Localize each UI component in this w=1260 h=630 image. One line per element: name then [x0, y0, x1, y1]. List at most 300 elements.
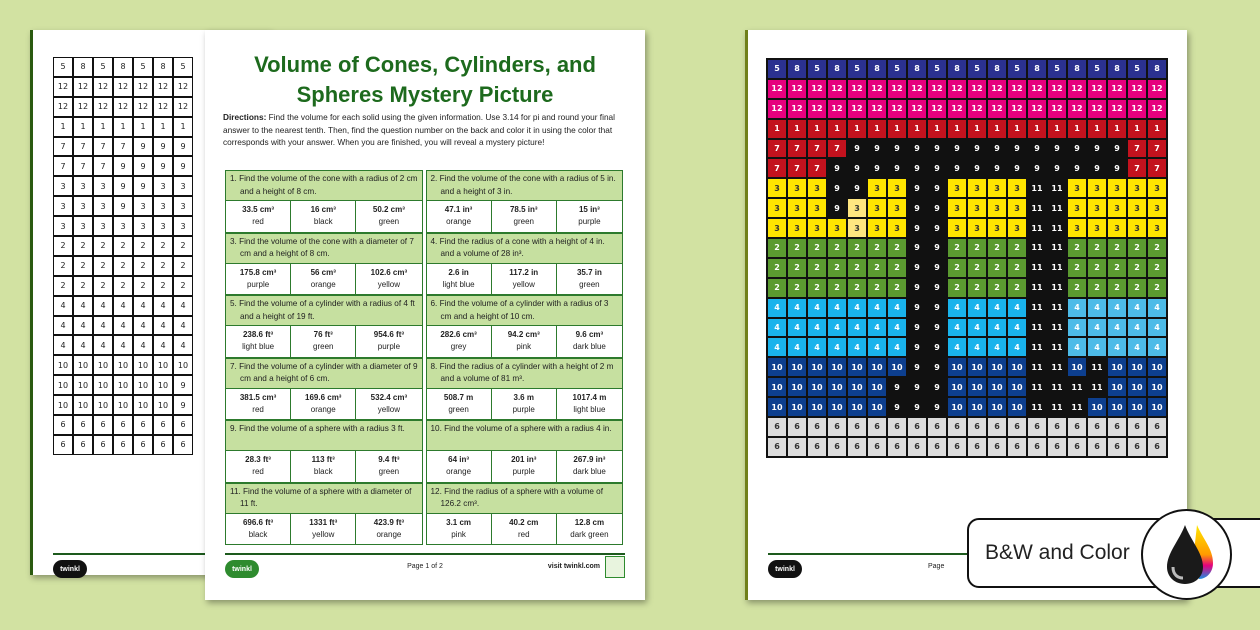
grid-cell: 9 [887, 139, 907, 159]
grid-cell: 9 [907, 318, 927, 338]
grid-cell: 10 [827, 357, 847, 377]
grid-cell: 3 [847, 218, 867, 238]
answer-color: dark blue [572, 467, 606, 476]
grid-cell: 6 [987, 437, 1007, 457]
answer-value: 954.6 ft³ [373, 330, 405, 339]
grid-cell: 6 [887, 437, 907, 457]
grid-cell: 3 [807, 198, 827, 218]
grid-cell: 3 [93, 196, 113, 216]
grid-cell: 9 [927, 158, 947, 178]
grid-cell: 9 [907, 377, 927, 397]
grid-cell: 10 [1007, 377, 1027, 397]
grid-cell: 4 [173, 335, 193, 355]
grid-cell: 3 [93, 216, 113, 236]
grid-cell: 1 [767, 119, 787, 139]
grid-cell: 4 [787, 318, 807, 338]
grid-cell: 10 [73, 395, 93, 415]
badge-label: B&W and Color [985, 541, 1130, 564]
grid-cell: 9 [927, 337, 947, 357]
grid-cell: 3 [133, 216, 153, 236]
answer-color: green [513, 217, 534, 226]
question-text: 11. Find the volume of a sphere with a diameter of 11 ft. [226, 484, 422, 514]
grid-cell: 9 [133, 137, 153, 157]
answer-choices [427, 264, 623, 295]
grid-cell: 6 [807, 437, 827, 457]
answer-choice [226, 389, 291, 420]
grid-cell: 4 [887, 337, 907, 357]
grid-cell: 4 [93, 316, 113, 336]
answer-choice [557, 514, 622, 545]
grid-cell: 2 [1127, 278, 1147, 298]
grid-cell: 3 [1147, 198, 1167, 218]
grid-cell: 2 [1147, 258, 1167, 278]
answer-choices [427, 201, 623, 232]
answer-color: black [313, 467, 333, 476]
grid-cell: 9 [847, 158, 867, 178]
grid-cell: 9 [927, 397, 947, 417]
grid-cell: 9 [947, 139, 967, 159]
answer-value: 238.6 ft³ [242, 330, 274, 339]
grid-cell: 3 [1067, 198, 1087, 218]
grid-cell: 10 [1107, 377, 1127, 397]
grid-cell: 6 [847, 437, 867, 457]
grid-cell: 7 [1127, 139, 1147, 159]
grid-cell: 3 [53, 196, 73, 216]
grid-cell: 3 [1127, 198, 1147, 218]
grid-cell: 9 [947, 158, 967, 178]
answer-value: 267.9 in³ [573, 455, 606, 464]
grid-cell: 4 [93, 335, 113, 355]
grid-cell: 8 [987, 59, 1007, 79]
grid-cell: 3 [867, 198, 887, 218]
grid-cell: 1 [1127, 119, 1147, 139]
grid-cell: 2 [947, 238, 967, 258]
answer-choices [427, 389, 623, 420]
grid-cell: 3 [1007, 198, 1027, 218]
grid-cell: 4 [827, 337, 847, 357]
grid-cell: 3 [767, 218, 787, 238]
grid-cell: 2 [1107, 278, 1127, 298]
grid-cell: 12 [1147, 79, 1167, 99]
grid-cell: 3 [153, 196, 173, 216]
grid-cell: 9 [907, 218, 927, 238]
grid-cell: 9 [133, 176, 153, 196]
grid-cell: 4 [827, 298, 847, 318]
grid-cell: 12 [787, 99, 807, 119]
grid-cell: 9 [967, 158, 987, 178]
answer-value: 94.2 cm³ [507, 330, 540, 339]
grid-cell: 9 [927, 198, 947, 218]
grid-cell: 10 [967, 377, 987, 397]
grid-cell: 12 [887, 99, 907, 119]
answer-choice [291, 264, 356, 295]
grid-cell: 2 [787, 238, 807, 258]
grid-cell: 7 [787, 139, 807, 159]
grid-cell: 11 [1027, 258, 1047, 278]
grid-cell: 10 [847, 357, 867, 377]
grid-cell: 4 [1067, 318, 1087, 338]
grid-cell: 3 [1107, 198, 1127, 218]
grid-cell: 7 [73, 137, 93, 157]
answer-choices [226, 451, 422, 482]
grid-cell: 12 [807, 79, 827, 99]
grid-cell: 2 [847, 258, 867, 278]
grid-cell: 12 [987, 79, 1007, 99]
grid-cell: 3 [1067, 178, 1087, 198]
question-text: 6. Find the volume of a cylinder with a radius of 3 cm and a height of 10 cm. [427, 296, 623, 326]
answer-color: purple [512, 467, 535, 476]
grid-cell: 10 [93, 355, 113, 375]
grid-cell: 12 [53, 77, 73, 97]
grid-cell: 4 [967, 337, 987, 357]
grid-cell: 3 [967, 218, 987, 238]
grid-cell: 12 [1027, 79, 1047, 99]
title-line-1: Volume of Cones, Cylinders, and [254, 52, 596, 77]
grid-cell: 8 [153, 57, 173, 77]
answer-color: orange [310, 279, 336, 289]
grid-cell: 6 [927, 417, 947, 437]
answer-choice [356, 326, 421, 357]
grid-cell: 4 [73, 335, 93, 355]
answer-color: pink [451, 529, 466, 539]
grid-cell: 2 [1107, 258, 1127, 278]
grid-cell: 12 [1147, 99, 1167, 119]
grid-cell: 12 [93, 97, 113, 117]
grid-cell: 1 [1067, 119, 1087, 139]
visit-link[interactable]: visit twinkl.com [547, 563, 600, 570]
grid-cell: 9 [907, 238, 927, 258]
grid-cell: 2 [173, 276, 193, 296]
grid-cell: 10 [787, 397, 807, 417]
answer-color: green [313, 342, 334, 351]
grid-cell: 5 [93, 57, 113, 77]
grid-cell: 1 [787, 119, 807, 139]
grid-cell: 2 [867, 278, 887, 298]
grid-cell: 3 [73, 216, 93, 236]
answer-value: 35.7 in [576, 267, 602, 277]
grid-cell: 6 [947, 437, 967, 457]
grid-cell: 10 [113, 355, 133, 375]
grid-cell: 9 [173, 375, 193, 395]
grid-cell: 9 [847, 178, 867, 198]
grid-cell: 3 [73, 176, 93, 196]
grid-cell: 2 [867, 238, 887, 258]
grid-cell: 6 [1147, 437, 1167, 457]
grid-cell: 12 [153, 77, 173, 97]
answer-value: 201 in³ [511, 455, 537, 464]
grid-cell: 3 [947, 218, 967, 238]
grid-cell: 10 [1127, 377, 1147, 397]
answer-choices [427, 514, 623, 545]
grid-cell: 12 [1007, 79, 1027, 99]
grid-cell: 12 [767, 79, 787, 99]
grid-cell: 2 [887, 238, 907, 258]
grid-cell: 6 [967, 417, 987, 437]
grid-cell: 3 [1007, 178, 1027, 198]
question-text: 2. Find the volume of the cone with a radius of 5 in. and a height of 3 in. [427, 171, 623, 201]
grid-cell: 7 [1147, 158, 1167, 178]
grid-cell: 3 [1147, 218, 1167, 238]
grid-cell: 1 [1047, 119, 1067, 139]
grid-cell: 1 [927, 119, 947, 139]
grid-cell: 10 [767, 357, 787, 377]
grid-cell: 10 [1007, 357, 1027, 377]
grid-cell: 12 [1027, 99, 1047, 119]
answer-value: 3.1 cm [446, 517, 472, 527]
grid-cell: 6 [1107, 417, 1127, 437]
answer-value: 9.4 ft³ [378, 455, 400, 464]
grid-cell: 10 [887, 357, 907, 377]
grid-cell: 12 [887, 79, 907, 99]
grid-cell: 9 [907, 258, 927, 278]
grid-cell: 2 [1107, 238, 1127, 258]
grid-cell: 3 [887, 198, 907, 218]
grid-cell: 12 [967, 79, 987, 99]
grid-cell: 4 [1087, 318, 1107, 338]
answer-value: 508.7 m [443, 392, 474, 402]
grid-cell: 12 [1047, 79, 1067, 99]
answer-choice [356, 514, 421, 545]
grid-cell: 6 [807, 417, 827, 437]
grid-cell: 7 [827, 139, 847, 159]
grid-cell: 10 [1067, 357, 1087, 377]
answer-value: 76 ft³ [313, 330, 333, 339]
grid-cell: 11 [1087, 357, 1107, 377]
grid-cell: 10 [173, 355, 193, 375]
grid-cell: 2 [93, 236, 113, 256]
page-title [205, 50, 645, 110]
grid-cell: 7 [807, 158, 827, 178]
grid-cell: 10 [1087, 397, 1107, 417]
grid-cell: 2 [1147, 278, 1167, 298]
grid-cell: 2 [113, 256, 133, 276]
grid-cell: 9 [1047, 158, 1067, 178]
grid-cell: 4 [133, 296, 153, 316]
grid-cell: 2 [1007, 238, 1027, 258]
grid-cell: 3 [153, 176, 173, 196]
grid-cell: 3 [987, 218, 1007, 238]
grid-cell: 6 [927, 437, 947, 457]
question-text: 4. Find the radius of a cone with a height of 4 in. and a volume of 28 in³. [427, 234, 623, 264]
answer-color: green [378, 217, 400, 226]
grid-cell: 6 [133, 415, 153, 435]
grid-cell: 2 [1007, 258, 1027, 278]
grid-cell: 4 [133, 335, 153, 355]
answer-color: light blue [242, 342, 275, 351]
answer-color: dark blue [572, 342, 606, 351]
grid-cell: 3 [787, 218, 807, 238]
answer-choice [557, 389, 622, 420]
grid-cell: 2 [1067, 278, 1087, 298]
grid-cell: 4 [173, 316, 193, 336]
answer-choices [226, 326, 422, 357]
grid-cell: 4 [767, 318, 787, 338]
grid-cell: 4 [113, 335, 133, 355]
answer-value: 282.6 cm³ [440, 330, 477, 339]
grid-cell: 2 [1087, 238, 1107, 258]
answer-color: purple [512, 404, 535, 414]
twinkl-logo: twinkl [768, 560, 802, 578]
grid-cell: 4 [1067, 298, 1087, 318]
directions-label: Directions: [223, 112, 267, 122]
grid-cell: 8 [113, 57, 133, 77]
grid-cell: 12 [1107, 79, 1127, 99]
grid-cell: 2 [987, 278, 1007, 298]
grid-cell: 4 [53, 296, 73, 316]
grid-cell: 10 [987, 377, 1007, 397]
grid-cell: 3 [1147, 178, 1167, 198]
grid-cell: 4 [1127, 318, 1147, 338]
question-10 [426, 420, 624, 483]
answer-choices [226, 389, 422, 420]
answer-value: 169.6 cm³ [305, 392, 342, 402]
grid-cell: 4 [1107, 298, 1127, 318]
bw-mystery-grid [53, 57, 193, 455]
answer-value: 113 ft³ [311, 455, 335, 464]
grid-cell: 12 [73, 77, 93, 97]
grid-cell: 12 [807, 99, 827, 119]
grid-cell: 11 [1027, 337, 1047, 357]
grid-cell: 2 [1067, 238, 1087, 258]
question-text: 8. Find the radius of a cylinder with a height of 2 m and a volume of 81 m³. [427, 359, 623, 389]
answer-color: light blue [442, 279, 475, 289]
grid-cell: 10 [807, 357, 827, 377]
grid-cell: 10 [1007, 397, 1027, 417]
grid-cell: 5 [927, 59, 947, 79]
answer-color: orange [446, 217, 472, 226]
question-text: 1. Find the volume of the cone with a radius of 2 cm and a height of 8 cm. [226, 171, 422, 201]
grid-cell: 1 [73, 117, 93, 137]
grid-cell: 3 [987, 198, 1007, 218]
directions [223, 111, 628, 149]
grid-cell: 9 [927, 377, 947, 397]
grid-cell: 4 [1107, 337, 1127, 357]
answer-color: dark green [570, 529, 609, 539]
question-6 [426, 295, 624, 358]
answer-choice [492, 326, 557, 357]
grid-cell: 4 [113, 316, 133, 336]
grid-cell: 3 [887, 178, 907, 198]
grid-cell: 1 [173, 117, 193, 137]
grid-cell: 12 [1047, 99, 1067, 119]
grid-cell: 12 [867, 99, 887, 119]
grid-cell: 9 [987, 158, 1007, 178]
grid-cell: 9 [927, 318, 947, 338]
grid-cell: 4 [807, 318, 827, 338]
answer-choice [492, 389, 557, 420]
grid-cell: 2 [173, 256, 193, 276]
answer-color: yellow [512, 279, 535, 289]
grid-cell: 4 [53, 335, 73, 355]
grid-cell: 1 [827, 119, 847, 139]
twinkl-logo: twinkl [225, 560, 259, 578]
grid-cell: 10 [1147, 397, 1167, 417]
grid-cell: 10 [807, 397, 827, 417]
answer-choice [291, 326, 356, 357]
grid-cell: 11 [1047, 318, 1067, 338]
grid-cell: 4 [1087, 337, 1107, 357]
grid-cell: 10 [967, 397, 987, 417]
answer-color: red [517, 529, 530, 539]
answer-choice [492, 264, 557, 295]
grid-cell: 2 [827, 278, 847, 298]
grid-cell: 4 [947, 318, 967, 338]
grid-cell: 10 [847, 397, 867, 417]
grid-cell: 12 [787, 79, 807, 99]
grid-cell: 10 [867, 397, 887, 417]
grid-cell: 5 [173, 57, 193, 77]
answer-value: 16 cm³ [310, 205, 336, 214]
grid-cell: 10 [153, 395, 173, 415]
grid-cell: 10 [767, 377, 787, 397]
grid-cell: 3 [1107, 178, 1127, 198]
grid-cell: 12 [1067, 79, 1087, 99]
ink-drops-icon [1141, 509, 1232, 600]
color-page [745, 30, 1187, 600]
question-text: 9. Find the volume of a sphere with a radius 3 ft. [226, 421, 422, 451]
answer-value: 33.5 cm³ [242, 205, 275, 214]
grid-cell: 4 [967, 298, 987, 318]
grid-cell: 10 [947, 357, 967, 377]
grid-cell: 5 [807, 59, 827, 79]
grid-cell: 3 [1067, 218, 1087, 238]
grid-cell: 3 [947, 198, 967, 218]
grid-cell: 6 [947, 417, 967, 437]
grid-cell: 3 [173, 216, 193, 236]
grid-cell: 4 [73, 296, 93, 316]
answer-choices [427, 451, 623, 482]
grid-cell: 11 [1027, 298, 1047, 318]
grid-cell: 9 [113, 196, 133, 216]
grid-cell: 9 [927, 178, 947, 198]
grid-cell: 6 [53, 415, 73, 435]
grid-cell: 2 [113, 276, 133, 296]
grid-cell: 10 [133, 395, 153, 415]
grid-cell: 2 [153, 256, 173, 276]
grid-cell: 11 [1087, 377, 1107, 397]
grid-cell: 10 [153, 355, 173, 375]
grid-cell: 6 [1147, 417, 1167, 437]
grid-cell: 2 [53, 256, 73, 276]
question-text: 12. Find the radius of a sphere with a volume of 126.2 cm³. [427, 484, 623, 514]
grid-cell: 10 [1147, 357, 1167, 377]
grid-cell: 9 [1067, 158, 1087, 178]
grid-cell: 3 [867, 218, 887, 238]
grid-cell: 5 [53, 57, 73, 77]
grid-cell: 4 [113, 296, 133, 316]
grid-cell: 4 [767, 337, 787, 357]
grid-cell: 7 [767, 139, 787, 159]
grid-cell: 6 [173, 415, 193, 435]
grid-cell: 9 [887, 158, 907, 178]
grid-cell: 1 [113, 117, 133, 137]
grid-cell: 8 [1067, 59, 1087, 79]
answer-choice [492, 201, 557, 232]
grid-cell: 4 [1007, 337, 1027, 357]
grid-cell: 4 [867, 318, 887, 338]
grid-cell: 4 [947, 337, 967, 357]
answer-choice [557, 451, 622, 482]
grid-cell: 4 [1087, 298, 1107, 318]
grid-cell: 11 [1047, 178, 1067, 198]
grid-cell: 10 [767, 397, 787, 417]
question-1 [225, 170, 423, 233]
answer-value: 117.2 in [509, 267, 539, 277]
answer-color: purple [578, 217, 601, 226]
grid-cell: 9 [927, 298, 947, 318]
grid-cell: 12 [947, 79, 967, 99]
answer-choice [291, 451, 356, 482]
